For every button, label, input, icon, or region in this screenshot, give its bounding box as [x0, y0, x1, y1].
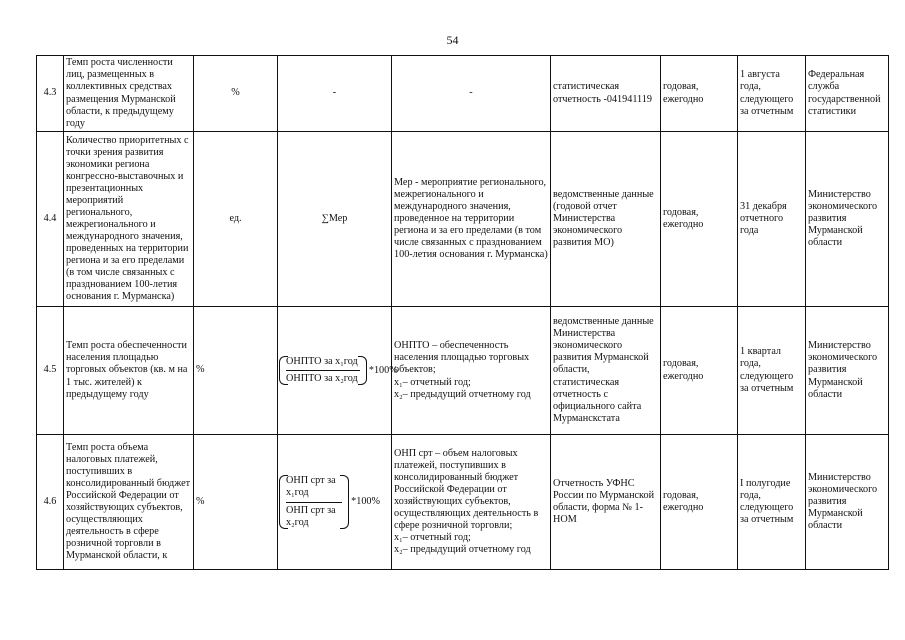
periodicity: годовая, ежегодно — [661, 56, 738, 132]
formula: ∑Мер — [278, 132, 392, 307]
table-row — [37, 307, 889, 435]
definition — [392, 307, 551, 435]
formula: - — [278, 56, 392, 132]
responsible: Министерство экономического развития Мурманской области — [806, 132, 889, 307]
definition-line: x₂– предыдущий отчетному год — [394, 544, 531, 556]
row-number: 4.4 — [37, 132, 64, 307]
indicator-name: Темп роста объема налоговых платежей, поступивших в консолидированный бюджет Российской Федерации от хозяйствующих субъектов, осуществляющих деятельность в сфере розничной торговли в Мурманской области, к — [64, 435, 194, 570]
definition-line: x₁– отчетный год; — [394, 532, 471, 544]
data-source: ведомственные данные Министерства экономического развития Мурманской области, статистическая отчетность с официального сайта Мурманскстата — [551, 307, 661, 435]
responsible: Министерство экономического развития Мурманской области — [806, 307, 889, 435]
unit: ед. — [194, 132, 278, 307]
table-row — [37, 132, 889, 307]
formula-numerator: ОНП срт за x₁год — [286, 475, 342, 502]
indicator-name: Темп роста обеспеченности населения площадью торговых объектов (кв. м на 1 тыс. жителей) к предыдущему году — [64, 307, 194, 435]
indicators-table — [36, 55, 889, 570]
data-source: ведомственные данные (годовой отчет Министерства экономического развития МО) — [551, 132, 661, 307]
definition-line: x₂– предыдущий отчетному год — [394, 388, 531, 400]
formula-denominator: ОНПТО за x₂год — [286, 373, 358, 384]
data-source: Отчетность УФНС России по Мурманской области, форма № 1-НОМ — [551, 435, 661, 570]
unit: % — [194, 307, 278, 435]
indicator-name: Количество приоритетных с точки зрения развития экономики региона конгрессно-выставочных и презентационных мероприятий регионального, межрегионального и международного значения, проведенных на территории региона и за его пределами (в том числе связанных с празднованием 100-летия основания г. Мурманска) — [64, 132, 194, 307]
formula — [278, 435, 392, 570]
formula-numerator: ОНПТО за x₁год — [286, 356, 360, 371]
deadline: 31 декабря отчетного года — [738, 132, 806, 307]
table-row — [37, 435, 889, 570]
definition: - — [392, 56, 551, 132]
definition: Мер - мероприятие регионального, межрегионального и международного значения, проведенное на территории региона и за его пределами (в том числе связанных с празднованием 100-летия основания г. Мурманска) — [392, 132, 551, 307]
unit: % — [194, 435, 278, 570]
row-number: 4.5 — [37, 307, 64, 435]
data-source: статистическая отчетность -041941119 — [551, 56, 661, 132]
left-bracket — [279, 356, 288, 385]
deadline: 1 квартал года, следующего за отчетным — [738, 307, 806, 435]
table-row — [37, 56, 889, 132]
page-number: 54 — [446, 33, 459, 47]
definition-line: x₁– отчетный год; — [394, 376, 471, 388]
formula-fraction — [286, 475, 380, 528]
right-bracket — [340, 475, 349, 528]
periodicity: годовая, ежегодно — [661, 435, 738, 570]
formula — [278, 307, 398, 435]
row-number: 4.6 — [37, 435, 64, 570]
formula-fraction — [286, 355, 398, 385]
formula-multiplier: *100% — [351, 495, 380, 507]
indicator-name: Темп роста численности лиц, размещенных в коллективных средствах размещения Мурманской области, к предыдущему году — [64, 56, 194, 132]
row-number: 4.3 — [37, 56, 64, 132]
right-bracket — [358, 356, 367, 385]
definition-line: ОНП срт – объем налоговых платежей, поступивших в консолидированный бюджет Российской Федерации от хозяйствующих субъектов, осуществляющих деятельность в сфере розничной торговли; — [394, 447, 539, 532]
formula-denominator: ОНП срт за x₂год — [286, 504, 336, 528]
formula-multiplier: *100% — [368, 364, 398, 376]
unit: % — [194, 56, 278, 132]
deadline: I полугодие года, следующего за отчетным — [738, 435, 806, 570]
periodicity: годовая, ежегодно — [661, 307, 738, 435]
left-bracket — [279, 475, 288, 528]
definition-line: ОНПТО – обеспеченность населения площадью торговых объектов; — [394, 340, 530, 376]
periodicity: годовая, ежегодно — [661, 132, 738, 307]
definition — [392, 435, 551, 570]
responsible: Министерство экономического развития Мурманской области — [806, 435, 889, 570]
responsible: Федеральная служба государственной статистики — [806, 56, 889, 132]
deadline: 1 августа года, следующего за отчетным — [738, 56, 806, 132]
